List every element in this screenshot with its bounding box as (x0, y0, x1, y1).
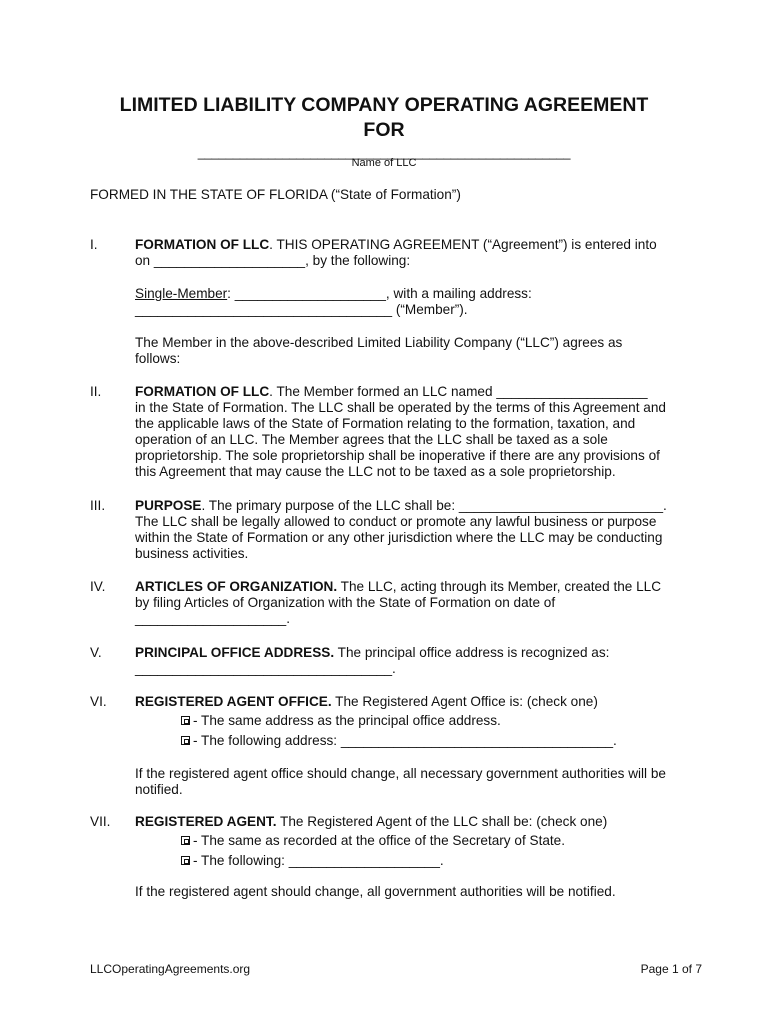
section-line (135, 498, 667, 514)
llc-name-blank: _____________________________________________________ (197, 145, 571, 160)
section-line: If the registered agent office should change, all necessary government authorities will be (135, 766, 666, 781)
section-line (135, 694, 598, 710)
section-line (135, 384, 648, 400)
llc-name-label: Name of LLC (351, 157, 417, 169)
section-numeral: VI. (90, 694, 107, 709)
checkbox-icon[interactable] (181, 736, 190, 745)
section-heading: PRINCIPAL OFFICE ADDRESS. (135, 645, 335, 660)
section-line: follows: (135, 351, 181, 366)
section-line: operation of an LLC. The Member agrees that the LLC shall be taxed as a sole (135, 432, 608, 447)
footer-page-number: Page 1 of 7 (640, 962, 702, 976)
section-line: this Agreement that may cause the LLC not to be taxed as a sole proprietorship. (135, 464, 616, 479)
document-title-line1: LIMITED LIABILITY COMPANY OPERATING AGREEMENT (119, 94, 649, 116)
section-line: The LLC shall be legally allowed to conduct or promote any lawful business or purpose (135, 514, 657, 529)
section-line (135, 237, 657, 253)
section-line: on ____________________, by the following: (135, 253, 411, 268)
single-member-label: Single-Member (135, 286, 228, 301)
option-line (181, 833, 565, 849)
section-text: The Registered Agent Office is: (check one) (331, 694, 598, 709)
section-heading: REGISTERED AGENT OFFICE. (135, 694, 332, 709)
option-text: - The following address: ____________________________________. (193, 733, 617, 748)
section-line: the applicable laws of the State of Formation relating to the formation, taxation, and (135, 416, 636, 431)
section-text: . The Member formed an LLC named ____________________ (269, 384, 648, 399)
option-line (181, 853, 444, 869)
section-numeral: V. (90, 645, 102, 660)
section-heading: FORMATION OF LLC (135, 384, 270, 399)
option-line (181, 713, 501, 729)
checkbox-icon[interactable] (181, 836, 190, 845)
option-text: - The same address as the principal office address. (193, 713, 501, 728)
section-line: The Member in the above-described Limited Liability Company (“LLC”) agrees as (135, 335, 623, 350)
section-text: The Registered Agent of the LLC shall be: (check one) (276, 814, 608, 829)
section-line: by filing Articles of Organization with the State of Formation on date of (135, 595, 556, 610)
member-address-line: __________________________________ (“Member”). (135, 302, 468, 317)
section-line: business activities. (135, 546, 249, 561)
option-text: - The following: ____________________. (193, 853, 444, 868)
section-line: __________________________________. (135, 661, 396, 676)
single-member-line (135, 286, 532, 302)
checkbox-icon[interactable] (181, 856, 190, 865)
section-heading: FORMATION OF LLC (135, 237, 270, 252)
section-line (135, 645, 609, 661)
checkbox-icon[interactable] (181, 716, 190, 725)
section-line (135, 579, 661, 595)
section-line: proprietorship. The sole proprietorship shall be inoperative if there are any provisions of (135, 448, 660, 463)
section-text: . THIS OPERATING AGREEMENT (“Agreement”) is entered into (269, 237, 657, 252)
single-member-text: : ____________________, with a mailing address: (227, 286, 532, 301)
section-line: If the registered agent should change, all government authorities will be notified. (135, 884, 616, 899)
section-numeral: I. (90, 237, 98, 252)
section-line: in the State of Formation. The LLC shall be operated by the terms of this Agreement and (135, 400, 666, 415)
section-text: . The primary purpose of the LLC shall be: ___________________________. (201, 498, 667, 513)
section-line (135, 814, 607, 830)
section-heading: PURPOSE (135, 498, 202, 513)
section-numeral: IV. (90, 579, 106, 594)
document-title-line2: FOR (363, 119, 405, 141)
option-text: - The same as recorded at the office of the Secretary of State. (193, 833, 566, 848)
section-numeral: III. (90, 498, 106, 513)
option-line (181, 733, 617, 749)
section-numeral: VII. (90, 814, 111, 829)
footer-site: LLCOperatingAgreements.org (90, 962, 251, 976)
section-heading: ARTICLES OF ORGANIZATION. (135, 579, 338, 594)
section-text: The LLC, acting through its Member, created the LLC (337, 579, 662, 594)
section-heading: REGISTERED AGENT. (135, 814, 277, 829)
section-line: within the State of Formation or any other jurisdiction where the LLC may be conducting (135, 530, 663, 545)
section-line: ____________________. (135, 611, 290, 626)
section-line: notified. (135, 782, 183, 797)
formed-in-state-line: FORMED IN THE STATE OF FLORIDA (“State of Formation”) (90, 187, 461, 202)
section-text: The principal office address is recognized as: (334, 645, 610, 660)
section-numeral: II. (90, 384, 102, 399)
